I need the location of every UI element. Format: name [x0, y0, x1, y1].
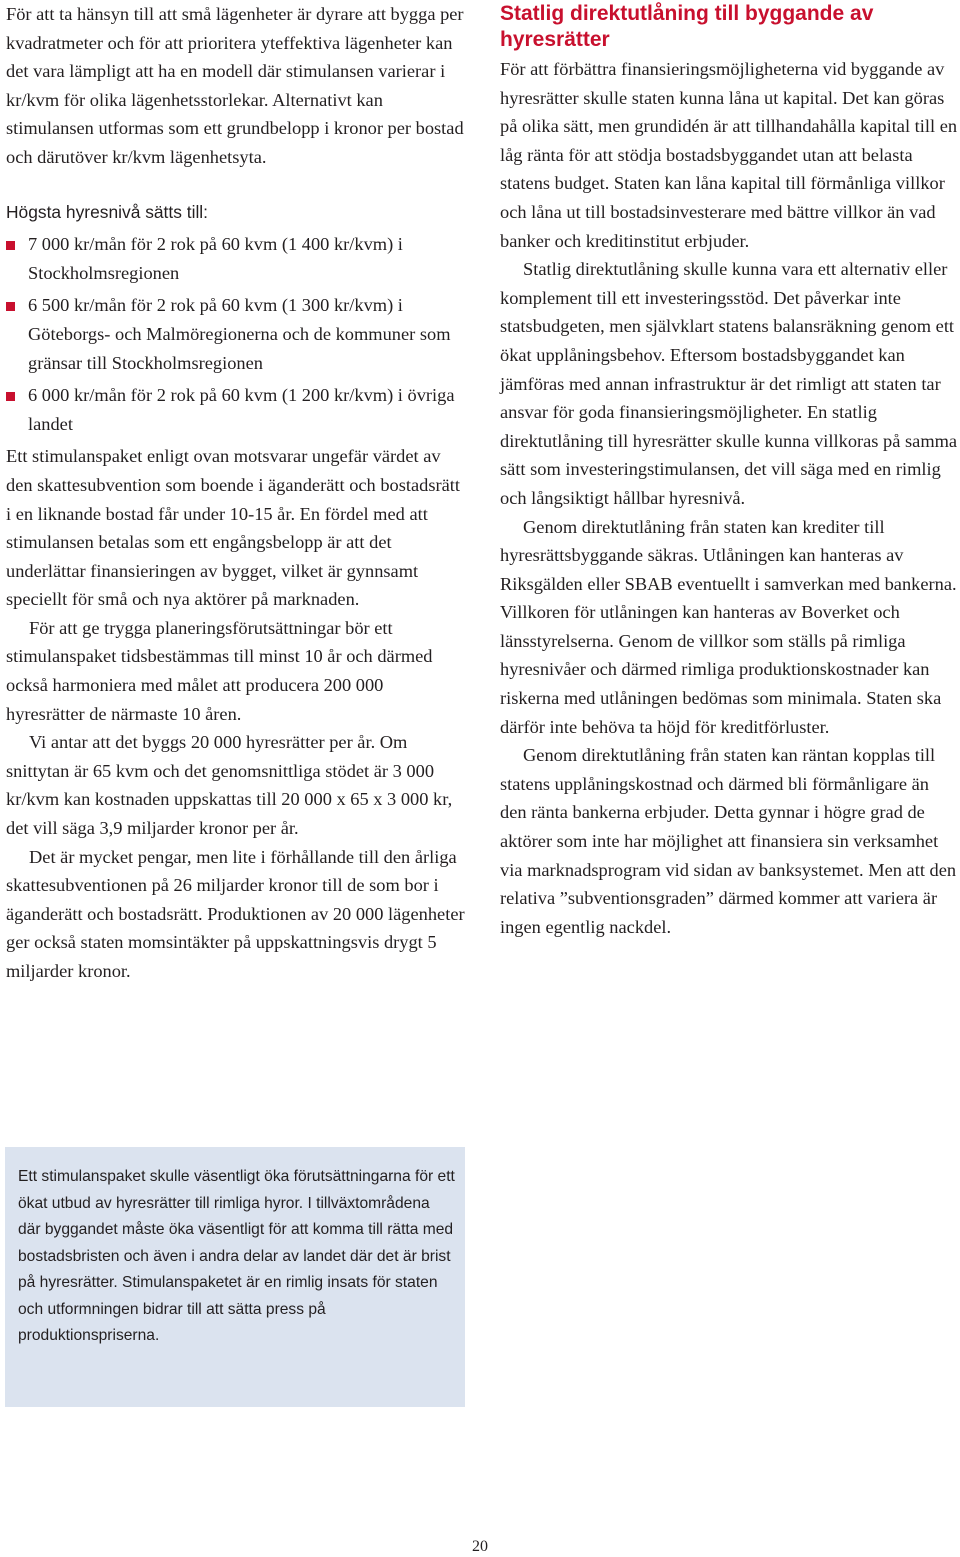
- callout-text: Ett stimulanspaket skulle väsentligt öka förutsättningarna för ett ökat utbud av hyresrätter till rimliga hyror. I tillväxtområdena där byggandet måste öka väsentligt för att komma till rätta med bostadsbristen och även i andra delar av landet där det är brist på hyresrätter. Stimulanspaketet är en rimlig insats för staten och utformningen bidrar till att sätta press på produktionspriserna.: [18, 1168, 455, 1344]
- list-item: [6, 381, 466, 438]
- body-paragraph: Ett stimulanspaket enligt ovan motsvarar ungefär värdet av den skattesubvention som boende i äganderätt och bostadsrätt i en liknande bostad får under 10-15 år. En fördel med att stimulansen betalas som ett engångsbelopp är att det underlättar finansieringen av bygget, vilket är gynnsamt speciellt för små och nya aktörer på marknaden.: [6, 446, 461, 610]
- body-paragraph: Vi antar att det byggs 20 000 hyresrätter per år. Om snittytan är 65 kvm och det genomsnittliga stödet är 3 000 kr/kvm kan kostnaden uppskattas till 20 000 x 65 x 3 000 kr, det vill säga 3,9 miljarder kronor per år.: [6, 732, 453, 839]
- body-paragraph: Det är mycket pengar, men lite i förhållande till den årliga skattesubventionen på 26 miljarder kronor till de som bor i äganderätt och bostadsrätt. Produktionen av 20 000 lägenheter ger också staten momsintäkter på uppskattningsvis drygt 5 miljarder kronor.: [6, 846, 465, 981]
- section-heading: Statlig direktutlåning till byggande av hyresrätter: [500, 2, 874, 51]
- body-paragraph: Statlig direktutlåning skulle kunna vara ett alternativ eller komplement till ett investeringsstöd. Det påverkar inte statsbudgeten, men självklart statens balansräkning genom ett ökat upplåningsbehov. Eftersom bostadsbyggandet kan jämföras med annan infrastruktur är det rimligt att staten tar ansvar för goda finansieringsmöjligheter. En statlig direktutlåning till hyresrätter skulle kunna villkoras på samma sätt som investeringstimulansen, det vill säga med en rimlig och långsiktigt hållbar hyresnivå.: [500, 259, 958, 508]
- body-paragraph: För att ge trygga planeringsförutsättningar bör ett stimulanspaket tidsbestämmas till minst 10 år och därmed också harmoniera med målet att producera 200 000 hyresrätter de närmaste 10 åren.: [6, 617, 433, 724]
- square-bullet-icon: [6, 392, 15, 401]
- square-bullet-icon: [6, 302, 15, 311]
- page-number: 20: [472, 1538, 488, 1555]
- intro-paragraph: För att ta hänsyn till att små lägenheter är dyrare att bygga per kvadratmeter och för att prioritera yteffektiva lägenheter kan det vara lämpligt att ha en modell där stimulansen varierar i kr/kvm för olika lägenhetsstorlekar. Alternativt kan stimulansen utformas som ett grundbelopp i kronor per bostad och därutöver kr/kvm lägenhetsyta.: [6, 4, 464, 167]
- left-column: [6, 0, 466, 986]
- callout-box: [5, 1147, 465, 1407]
- body-paragraph: Genom direktutlåning från staten kan räntan kopplas till statens upplåningskostnad och därmed bli förmånligare än den ränta bankerna erbjuder. Detta gynnar i högre grad de aktörer som inte har möjlighet att finansiera sin verksamhet via marknadsprogram vid sidan av banksystemet. Men att den relativa ”subventionsgraden” därmed kommer att variera är ingen egentlig nackdel.: [500, 745, 957, 937]
- body-paragraph: Genom direktutlåning från staten kan krediter till hyresrättsbyggande säkras. Utlåningen kan hanteras av Riksgälden eller SBAB eventuellt i samverkan med bankerna. Villkoren för utlåningen kan hanteras av Boverket och länsstyrelserna. Genom de villkor som ställs på rimliga hyresnivåer och därmed rimliga produktionskostnader kan riskerna med utlåningen bedömas som minimala. Staten ska därför inte behöva ta höjd för kreditförluster.: [500, 516, 957, 737]
- list-intro: Högsta hyresnivå sätts till:: [6, 201, 209, 222]
- list-item-text: 6 000 kr/mån för 2 rok på 60 kvm (1 200 kr/kvm) i övriga landet: [28, 385, 455, 434]
- list-item-text: 6 500 kr/mån för 2 rok på 60 kvm (1 300 kr/kvm) i Göteborgs- och Malmöregionerna och de kommuner som gränsar till Stockholmsregionen: [28, 295, 451, 373]
- spacer: [6, 172, 466, 198]
- right-column: [500, 0, 960, 941]
- body-paragraph: För att förbättra finansieringsmöjligheterna vid byggande av hyresrätter skulle staten kunna låna ut kapital. Det kan göras på olika sätt, men grundidén är att tillhandahålla kapital till en låg ränta för att stödja bostadsbyggandet utan att belasta statens budget. Staten kan låna kapital till förmånliga villkor och låna ut till bostadsinvesterare med bättre villkor än vad banker och kreditinstitut erbjuder.: [500, 59, 958, 251]
- hyresniva-list: [6, 230, 466, 438]
- list-item: [6, 291, 466, 377]
- square-bullet-icon: [6, 241, 15, 250]
- list-item: [6, 230, 466, 287]
- list-item-text: 7 000 kr/mån för 2 rok på 60 kvm (1 400 kr/kvm) i Stockholmsregionen: [28, 234, 403, 283]
